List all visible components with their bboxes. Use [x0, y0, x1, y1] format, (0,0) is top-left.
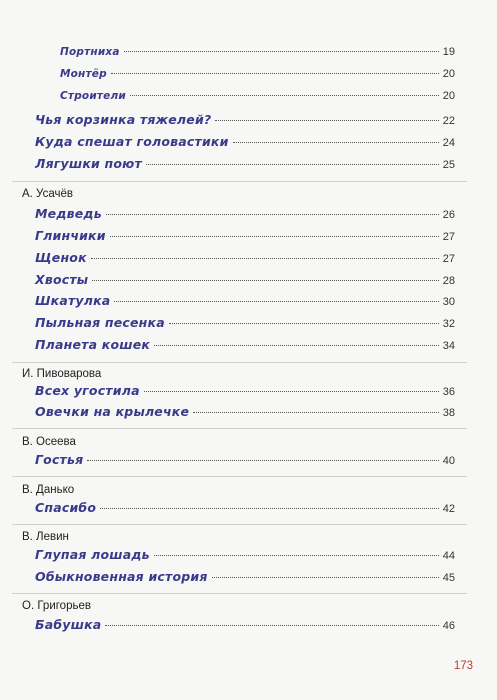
entry-page: 46: [442, 620, 455, 632]
entry-title: Пыльная песенка: [35, 315, 165, 330]
dot-leader: [146, 164, 439, 165]
toc-entry: [35, 134, 455, 149]
page-number: 173: [453, 660, 473, 672]
dot-leader: [130, 95, 439, 96]
section-divider: [12, 524, 467, 525]
entry-page: 32: [442, 318, 455, 330]
toc-entry: [35, 547, 455, 562]
entry-page: 27: [442, 231, 455, 243]
entry-page: 20: [442, 90, 455, 102]
dot-leader: [110, 236, 439, 237]
entry-title: Строители: [60, 90, 126, 102]
entry-page: 44: [442, 550, 455, 562]
toc-entry: [60, 90, 455, 102]
dot-leader: [105, 625, 438, 626]
entry-page: 28: [442, 275, 455, 287]
toc-entry: [35, 293, 455, 308]
dot-leader: [91, 258, 439, 259]
dot-leader: [92, 280, 438, 281]
toc-entry: [35, 228, 455, 243]
entry-title: Овечки на крылечке: [35, 404, 190, 419]
dot-leader: [100, 508, 439, 509]
author-name: О. Григорьев: [22, 600, 91, 612]
section-divider: [12, 476, 467, 477]
entry-page: 34: [442, 340, 455, 352]
entry-page: 30: [442, 296, 455, 308]
entry-title: Гостья: [35, 452, 84, 467]
entry-title: Шкатулка: [35, 293, 111, 308]
entry-title: Хвосты: [35, 272, 89, 287]
author-name: А. Усачёв: [22, 188, 73, 200]
section-divider: [12, 181, 467, 182]
dot-leader: [124, 51, 439, 52]
toc-entry: [60, 46, 455, 58]
entry-title: Щенок: [35, 250, 87, 265]
entry-title: Лягушки поют: [35, 156, 142, 171]
toc-entry: [35, 452, 455, 467]
toc-entry: [35, 337, 455, 352]
entry-page: 27: [442, 253, 455, 265]
entry-title: Глупая лошадь: [35, 547, 150, 562]
toc-entry: [35, 315, 455, 330]
toc-entry: [35, 156, 455, 171]
entry-page: 19: [442, 46, 455, 58]
entry-page: 40: [442, 455, 455, 467]
entry-title: Планета кошек: [35, 337, 151, 352]
entry-page: 42: [442, 503, 455, 515]
entry-title: Чья корзинка тяжелей?: [35, 112, 212, 127]
entry-page: 25: [442, 159, 455, 171]
toc-entry: [60, 68, 455, 80]
dot-leader: [212, 577, 439, 578]
dot-leader: [144, 391, 439, 392]
entry-page: 38: [442, 407, 455, 419]
entry-title: Монтёр: [60, 68, 107, 80]
entry-title: Всех угостила: [35, 383, 140, 398]
toc-entry: [35, 500, 455, 515]
author-name: И. Пивоварова: [22, 368, 102, 380]
section-divider: [12, 428, 467, 429]
entry-page: 24: [442, 137, 455, 149]
entry-title: Портниха: [60, 46, 120, 58]
toc-entry: [35, 569, 455, 584]
dot-leader: [87, 460, 438, 461]
entry-title: Глинчики: [35, 228, 106, 243]
toc-entry: [35, 112, 455, 127]
author-name: В. Осеева: [22, 436, 76, 448]
section-divider: [12, 593, 467, 594]
toc-entry: [35, 206, 455, 221]
author-name: В. Левин: [22, 531, 69, 543]
entry-title: Бабушка: [35, 617, 102, 632]
dot-leader: [111, 73, 439, 74]
toc-entry: [35, 404, 455, 419]
toc-entry: [35, 383, 455, 398]
entry-page: 20: [442, 68, 455, 80]
author-name: В. Данько: [22, 484, 75, 496]
dot-leader: [154, 345, 439, 346]
dot-leader: [215, 120, 438, 121]
entry-title: Спасибо: [35, 500, 97, 515]
section-divider: [12, 362, 467, 363]
dot-leader: [154, 555, 439, 556]
entry-page: 26: [442, 209, 455, 221]
dot-leader: [106, 214, 439, 215]
dot-leader: [169, 323, 439, 324]
dot-leader: [233, 142, 439, 143]
toc-entry: [35, 272, 455, 287]
dot-leader: [193, 412, 439, 413]
entry-title: Куда спешат головастики: [35, 134, 229, 149]
dot-leader: [114, 301, 438, 302]
toc-entry: [35, 617, 455, 632]
entry-page: 36: [442, 386, 455, 398]
entry-page: 22: [442, 115, 455, 127]
entry-page: 45: [442, 572, 455, 584]
toc-entry: [35, 250, 455, 265]
entry-title: Обыкновенная история: [35, 569, 208, 584]
entry-title: Медведь: [35, 206, 102, 221]
